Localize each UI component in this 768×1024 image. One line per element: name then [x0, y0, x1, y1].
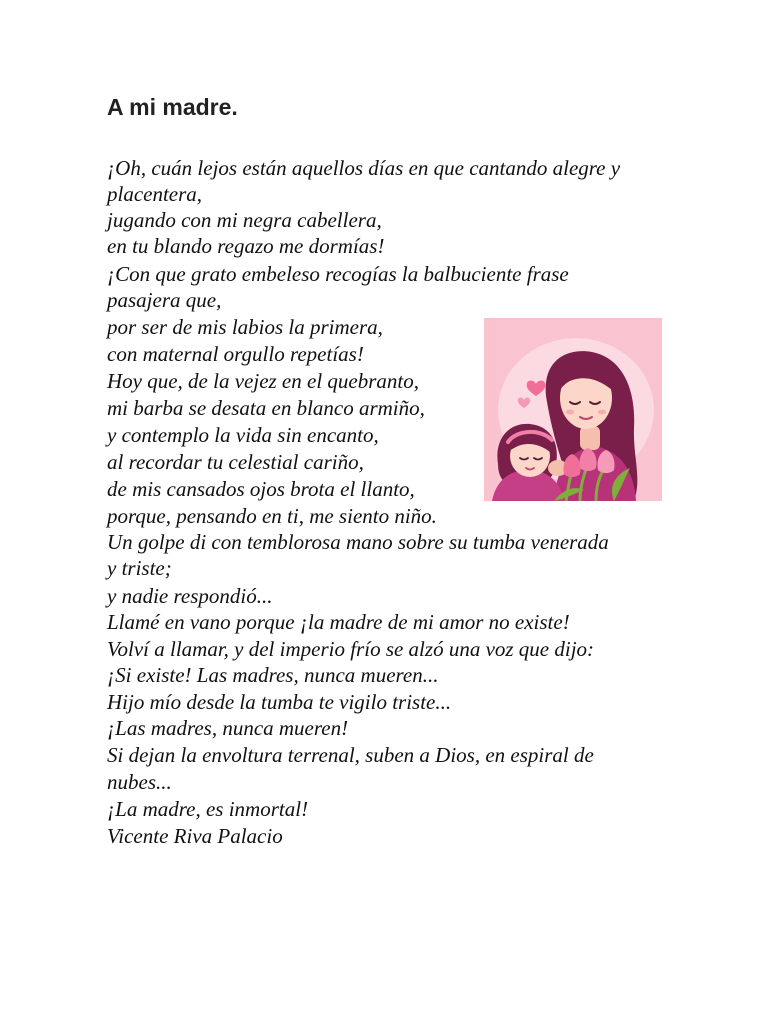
- poem-line: Hijo mío desde la tumba te vigilo triste...: [107, 690, 452, 714]
- poem-line: Un golpe di con temblorosa mano sobre su tumba venerada: [107, 530, 609, 554]
- poem-line: ¡Si existe! Las madres, nunca mueren...: [107, 663, 439, 687]
- poem-line: placentera,: [107, 182, 203, 206]
- poem-line: mi barba se desata en blanco armiño,: [107, 396, 425, 420]
- poem-line: y contemplo la vida sin encanto,: [107, 423, 379, 447]
- poem-line: porque, pensando en ti, me siento niño.: [107, 504, 437, 528]
- poem-line: y nadie respondió...: [107, 584, 273, 608]
- poem-line: y triste;: [107, 556, 172, 580]
- poem-line: al recordar tu celestial cariño,: [107, 450, 364, 474]
- poem-title: A mi madre.: [107, 94, 238, 120]
- poem-line: ¡Con que grato embeleso recogías la balbuciente frase: [107, 262, 569, 286]
- poem-line: ¡Las madres, nunca mueren!: [107, 716, 349, 740]
- poem-line: Volví a llamar, y del imperio frío se alzó una voz que dijo:: [107, 637, 595, 661]
- poem-line: con maternal orgullo repetías!: [107, 342, 364, 366]
- poem-line: ¡La madre, es inmortal!: [107, 797, 309, 821]
- poem-line: nubes...: [107, 770, 172, 794]
- poem-line: jugando con mi negra cabellera,: [107, 208, 382, 232]
- poem-line: Llamé en vano porque ¡la madre de mi amor no existe!: [107, 610, 570, 634]
- poem-line: Hoy que, de la vejez en el quebranto,: [107, 369, 419, 393]
- poem-line: Vicente Riva Palacio: [107, 824, 283, 848]
- poem-line: por ser de mis labios la primera,: [107, 315, 383, 339]
- poem-line: Si dejan la envoltura terrenal, suben a Dios, en espiral de: [107, 743, 594, 767]
- mother-daughter-illustration-icon: [484, 318, 662, 501]
- poem-line: pasajera que,: [107, 288, 222, 312]
- poem-line: de mis cansados ojos brota el llanto,: [107, 477, 415, 501]
- poem-line: en tu blando regazo me dormías!: [107, 234, 385, 258]
- poem-line: ¡Oh, cuán lejos están aquellos días en que cantando alegre y: [107, 156, 621, 180]
